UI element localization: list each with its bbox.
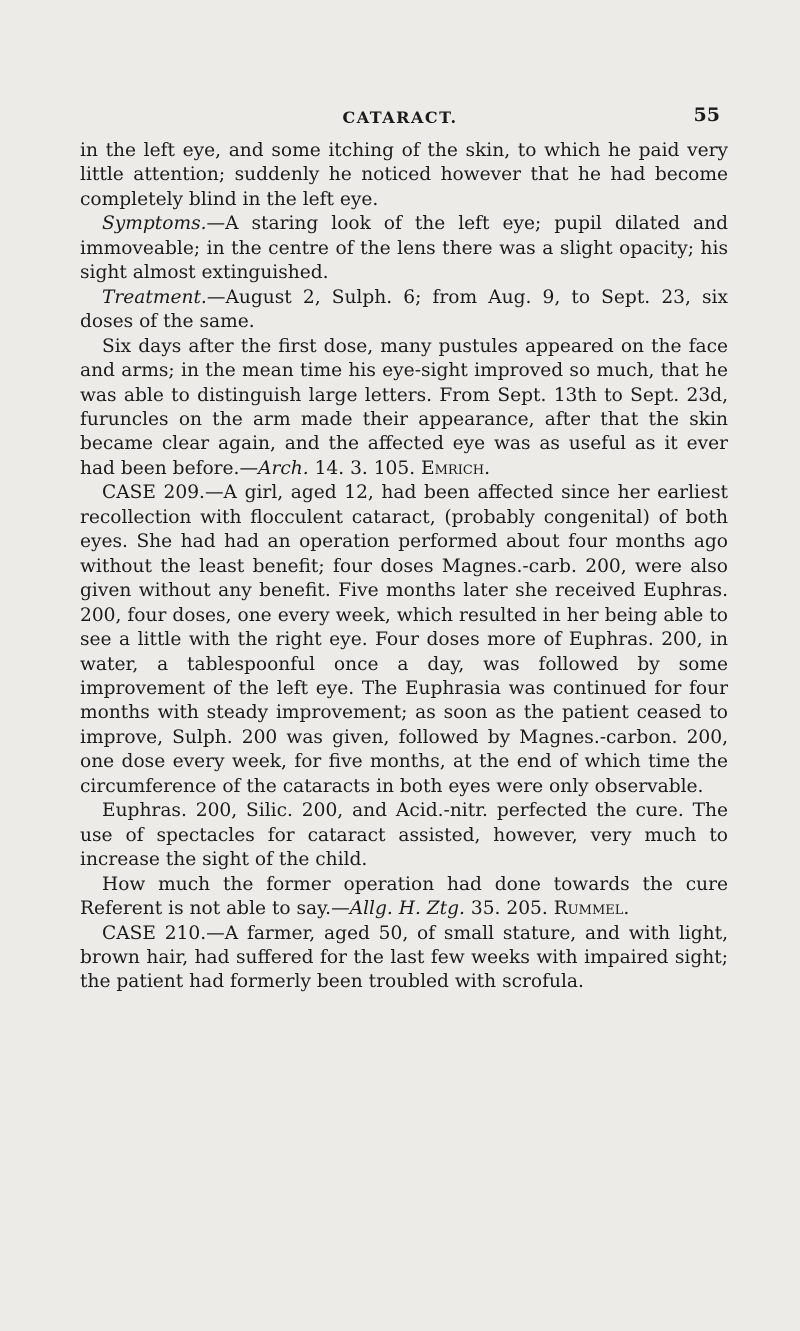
paragraph-referent <box>80 873 728 922</box>
paragraph-case-209 <box>80 481 728 799</box>
paragraph-outcome <box>80 335 728 482</box>
paragraph-continuation <box>80 139 728 212</box>
paragraph-text: —August 2, Sulph. 6; from Aug. 9, to Sept. 23, six doses of the same. <box>80 286 728 333</box>
paragraph-text: Six days after the first dose, many pustules appeared on the face and arms; in the mean time his eye-sight improved so much, that he was able to distinguish large letters. From Sept. 13th to Sept. 23d, furuncles on the arm made their appearance, after that the skin became clear again, and the affected eye was as useful as it ever had been before.— <box>80 335 728 479</box>
citation-reference: 35. 205. <box>464 898 554 920</box>
citation-author: Rummel. <box>553 898 630 920</box>
running-title: CATARACT. <box>342 108 458 127</box>
paragraph-case-210 <box>80 922 728 995</box>
running-head <box>0 104 800 134</box>
paragraph-cure <box>80 799 728 872</box>
section-label: Treatment. <box>102 286 207 308</box>
paragraph-treatment <box>80 286 728 335</box>
body-text <box>80 139 728 995</box>
paragraph-text: CASE 210.—A farmer, aged 50, of small stature, and with light, brown hair, had suffered for the last few weeks with impaired sight; the patient had formerly been troubled with scrofula. <box>80 922 728 993</box>
paragraph-text: Euphras. 200, Silic. 200, and Acid.-nitr. perfected the cure. The use of spectacles for cataract assisted, however, very much to increase the sight of the child. <box>80 800 728 871</box>
section-label: Symptoms. <box>102 213 207 235</box>
paragraph-symptoms <box>80 212 728 285</box>
paragraph-text: in the left eye, and some itching of the skin, to which he paid very little attention; suddenly he noticed however that he had become completely blind in the left eye. <box>80 140 728 210</box>
citation-source: Arch. <box>258 457 309 479</box>
paragraph-text: —A staring look of the left eye; pupil dilated and immoveable; in the centre of the lens there was a slight opacity; his sight almost extinguished. <box>80 213 728 284</box>
citation-reference: 14. 3. 105. <box>308 457 422 479</box>
paragraph-text: How much the former operation had done towards the cure Referent is not able to say.— <box>80 873 728 920</box>
citation-source: Allg. H. Ztg. <box>349 898 465 920</box>
citation-author: Emrich. <box>421 457 491 479</box>
paragraph-text: CASE 209.—A girl, aged 12, had been affected since her earliest recollection with flocculent cataract, (probably congenital) of both eyes. She had had an operation performed about four months ago without the least benefit; four doses Magnes.-carb. 200, were also given without any benefit. Five months later she received Euphras. 200, four doses, one every week, which resulted in her being able to see a little with the right eye. Four doses more of Euphras. 200, in water, a tablespoonful once a day, was followed by some improvement of the left eye. The Euphrasia was continued for four months with steady improvement; as soon as the patient ceased to improve, Sulph. 200 was given, followed by Magnes.-carbon. 200, one dose every week, for five months, at the end of which time the circumference of the cataracts in both eyes were only observable. <box>80 482 728 797</box>
page-number: 55 <box>693 104 720 126</box>
